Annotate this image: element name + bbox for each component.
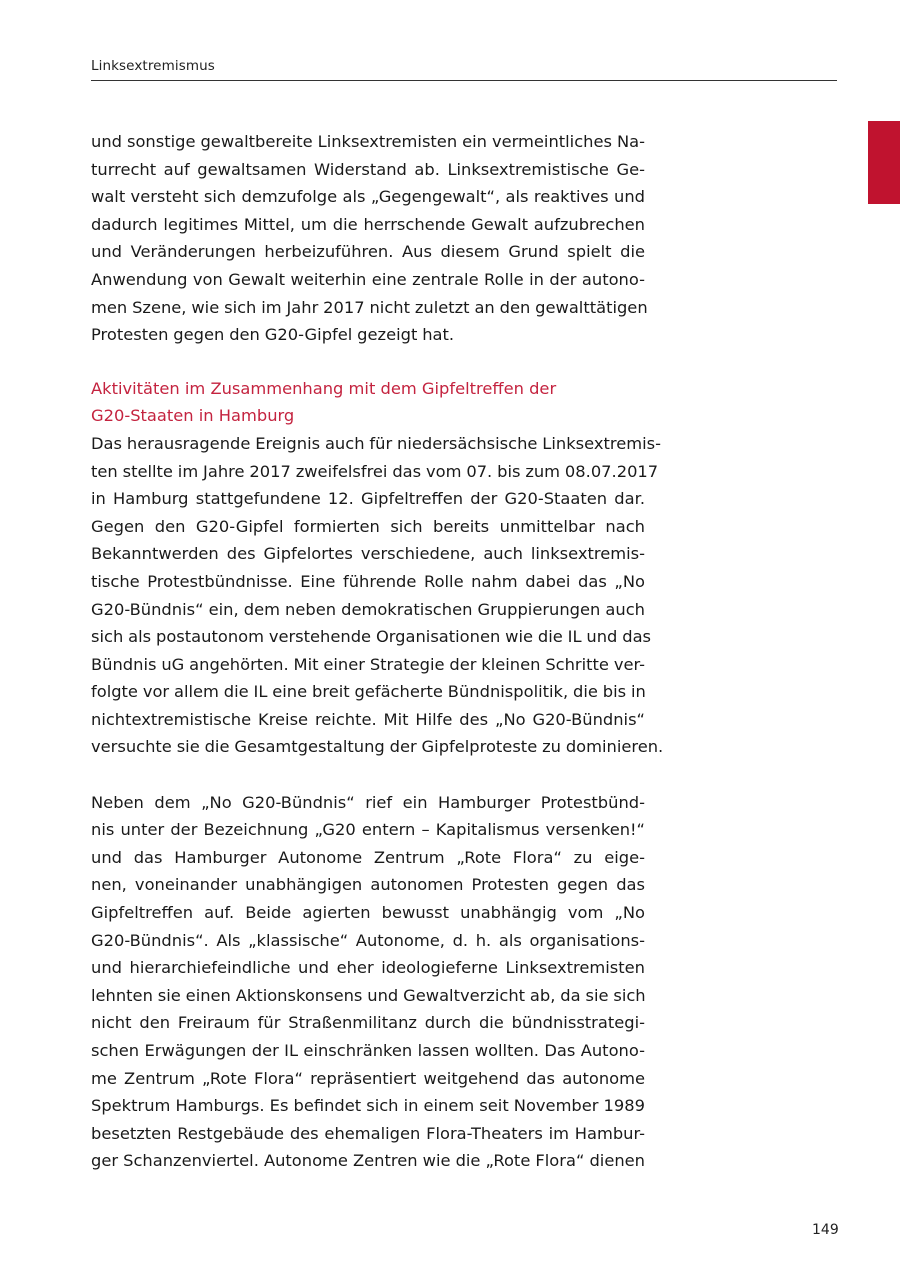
text-line: tische Protestbündnisse. Eine führende Rolle nahm dabei das „No: [91, 571, 645, 591]
text-line: Das herausragende Ereignis auch für niedersächsische Linksextremis-: [91, 433, 661, 453]
text-line: Bekanntwerden des Gipfelortes verschiedene, auch linksextremis-: [91, 544, 645, 564]
text-line: nen, voneinander unabhängigen autonomen Protesten gegen das: [91, 875, 645, 895]
text-line: Spektrum Hamburgs. Es befindet sich in einem seit November 1989: [91, 1096, 645, 1116]
text-line: ten stellte im Jahre 2017 zweifelsfrei das vom 07. bis zum 08.07.2017: [91, 461, 659, 481]
text-line: besetzten Restgebäude des ehemaligen Flora-Theaters im Hambur-: [91, 1123, 645, 1143]
text-line: und das Hamburger Autonome Zentrum „Rote Flora“ zu eige-: [91, 847, 645, 867]
text-line: versuchte sie die Gesamtgestaltung der Gipfelproteste zu dominieren.: [91, 737, 664, 757]
text-line: nis unter der Bezeichnung „G20 entern – Kapitalismus versenken!“: [91, 820, 645, 840]
text-line: und hierarchiefeindliche und eher ideologieferne Linksextremisten: [91, 958, 645, 978]
text-line: dadurch legitimes Mittel, um die herrschende Gewalt aufzubrechen: [91, 214, 645, 234]
text-line: und Veränderungen herbeizuführen. Aus diesem Grund spielt die: [91, 242, 645, 262]
text-line: nicht den Freiraum für Straßenmilitanz durch die bündnisstrategi-: [91, 1013, 645, 1033]
text-line: me Zentrum „Rote Flora“ repräsentiert weitgehend das autonome: [91, 1068, 645, 1088]
chapter-thumb-tab: [868, 121, 900, 204]
text-line: folgte vor allem die IL eine breit gefächerte Bündnispolitik, die bis in: [91, 682, 646, 702]
paragraph-3: [91, 789, 645, 1175]
text-line: schen Erwägungen der IL einschränken lassen wollten. Das Autono-: [91, 1041, 645, 1060]
heading-line: G20-Staaten in Hamburg: [91, 406, 295, 426]
text-line: Bündnis uG angehörten. Mit einer Strategie der kleinen Schritte ver-: [91, 654, 645, 674]
section-heading: [91, 375, 645, 430]
paragraph-gap: [91, 761, 645, 789]
text-line: G20-Bündnis“ ein, dem neben demokratischen Gruppierungen auch: [91, 599, 645, 619]
running-head-title: Linksextremismus: [91, 58, 215, 74]
text-line: turrecht auf gewaltsamen Widerstand ab. Linksextremistische Ge-: [91, 159, 645, 179]
paragraph-1: [91, 128, 648, 349]
text-line: sich als postautonom verstehende Organisationen wie die IL und das: [91, 627, 652, 647]
text-line: Neben dem „No G20-Bündnis“ rief ein Hamburger Protestbünd-: [91, 792, 645, 812]
text-line: und sonstige gewaltbereite Linksextremisten ein vermeintliches Na-: [91, 132, 645, 151]
text-line: in Hamburg stattgefundene 12. Gipfeltreffen der G20-Staaten dar.: [91, 489, 645, 509]
text-line: Protesten gegen den G20-Gipfel gezeigt hat.: [91, 325, 455, 345]
header-rule: [91, 80, 837, 81]
text-line: nichtextremistische Kreise reichte. Mit Hilfe des „No G20-Bündnis“: [91, 709, 645, 729]
text-line: lehnten sie einen Aktionskonsens und Gewaltverzicht ab, da sie sich: [91, 985, 646, 1005]
paragraph-2: [91, 430, 664, 761]
text-line: Gegen den G20-Gipfel formierten sich bereits unmittelbar nach: [91, 516, 645, 536]
text-line: ger Schanzenviertel. Autonome Zentren wie die „Rote Flora“ dienen: [91, 1151, 645, 1171]
text-line: Gipfeltreffen auf. Beide agierten bewusst unabhängig vom „No: [91, 903, 645, 923]
body-text: [91, 128, 664, 1175]
text-line: Anwendung von Gewalt weiterhin eine zentrale Rolle in der autono-: [91, 269, 645, 289]
text-line: men Szene, wie sich im Jahr 2017 nicht zuletzt an den gewalttätigen: [91, 297, 648, 317]
page-number: 149: [812, 1222, 839, 1238]
text-line: walt versteht sich demzufolge als „Gegengewalt“, als reaktives und: [91, 187, 645, 207]
text-line: G20-Bündnis“. Als „klassische“ Autonome, d. h. als organisations-: [91, 930, 645, 950]
heading-line: Aktivitäten im Zusammenhang mit dem Gipfeltreffen der: [91, 378, 557, 398]
